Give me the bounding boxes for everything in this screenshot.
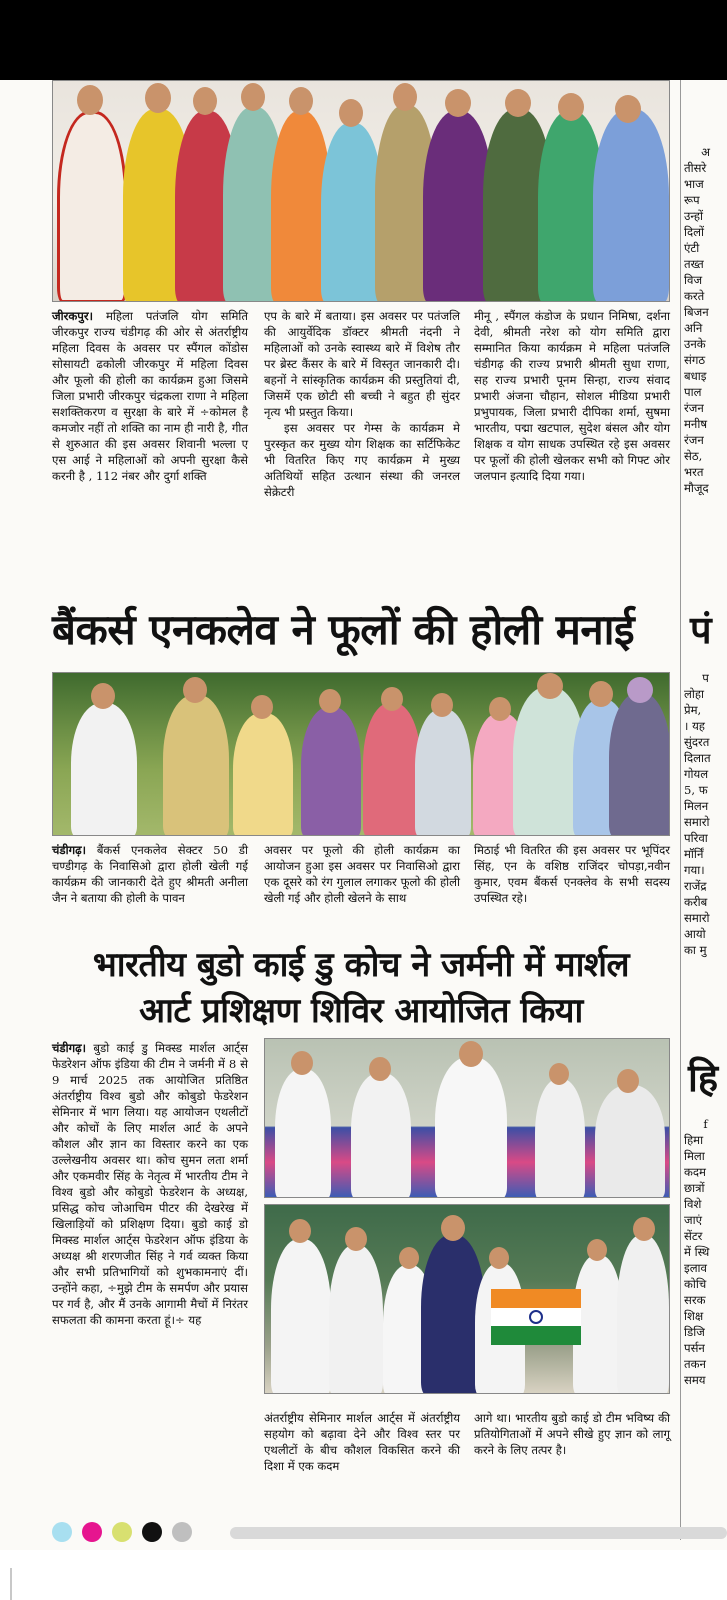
story2-col2-text: अवसर पर फूलो की होली कार्यक्रम का आयोजन हुआ इस अवसर पर निवासिओ द्वारा एक दूसरे को रंग गुलाल लगाकर फूलो की होली खेली गई और होली खेलने के साथ (264, 843, 460, 905)
photo-holi-group (52, 672, 670, 836)
indian-flag (491, 1289, 581, 1345)
story3-headline-line1: भारतीय बुडो काई डु कोच ने जर्मनी में मार्शल (92, 945, 630, 985)
story3-column-3 (474, 1410, 670, 1458)
story3-headline-line2: आर्ट प्रशिक्षण शिविर आयोजित किया (139, 991, 583, 1031)
story2-column-3 (474, 842, 670, 906)
color-dot-3[interactable] (112, 1522, 132, 1542)
left-edge-marker (10, 1568, 12, 1600)
right-edge-column-top: अ तीसरे भाज रूप उन्हों दिलों एंटी तख्त विज करते बिजन अनि उनके संगठ बधाइ पाल रंजन मनीष रंजन सेठ, भरत मौजूद (684, 145, 710, 495)
story1-col1-text: महिला पतंजलि योग समिति जीरकपुर राज्य चंडीगढ़ की ओर से अंतर्राष्ट्रीय महिला दिवस के अवसर पर स्पैंगल कोंडोस सोसायटी ढकोली जीरकपुर में महिला दिवस और फूलो की होली का कार्यक्रम हुआ जिसमे जिला प्रभारी जीरकपुर चंद्रकला राणा ने महिला सशक्तिकरण व सुरक्षा के बारे में ÷कोमल है कमजोर नहीं तो शक्ति का नाम ही नारी है, गीत से शुरुआत की इस अवसर शिवानी भल्ला ए एस आई ने महिलाओं को अपनी सुरक्षा कैसे करनी है , 112 नंबर और दुर्गा शक्ति (52, 309, 249, 483)
column-divider (680, 80, 681, 1540)
story3-column-1 (52, 1040, 248, 1328)
story1-col2b-text: इस अवसर पर गेम्स के कार्यक्रम मे पुरस्कृत कर मुख्य योग शिक्षक का सर्टिफिकेट भी वितरित किए गए कार्यक्रम मे मुख्य अतिथियों सहित उत्थान संस्था की जनरल सेक्रेटरी (264, 421, 460, 499)
story1-column-2 (264, 308, 460, 500)
top-black-bar (0, 0, 727, 80)
right-edge-headline-mid: पं (690, 608, 712, 652)
story2-col3-text: मिठाई भी वितरित की इस अवसर पर भूपिंदर सिंह, एन के वशिष्ठ राजिंदर चोपड़ा,नवीन कुमार, एवम बैंकर्स एनक्लेव के सभी सदस्य उपस्थित रहे। (474, 843, 670, 905)
color-dot-1[interactable] (52, 1522, 72, 1542)
newspaper-page (0, 80, 727, 1550)
story3-dateline: चंडीगढ़। (52, 1041, 87, 1055)
story2-column-1 (52, 842, 248, 906)
photo-womens-day-group (52, 80, 670, 302)
right-edge-column-low: f हिमा मिला कदम छात्रों विशे जाएं सेंटर में स्थि इलाव कोचि सरक शिक्ष डिजि पर्सन तकन समय (684, 1117, 710, 1387)
horizontal-scroll-bar[interactable] (230, 1527, 727, 1539)
story3-col2-text: अंतर्राष्ट्रीय सेमिनार मार्शल आर्ट्स में अंतर्राष्ट्रीय सहयोग को बढ़ावा देने और विश्व स्तर पर एथलीटों के बीच कौशल विकसित करने की दिशा में एक कदम (264, 1411, 460, 1473)
color-dot-4[interactable] (142, 1522, 162, 1542)
story1-column-3 (474, 308, 670, 484)
color-dot-5[interactable] (172, 1522, 192, 1542)
story3-col3-text: आगे था। भारतीय बुडो काई डो टीम भविष्य की प्रतियोगिताओं में अपने सीखे हुए ज्ञान को लागू करने के लिए तत्पर है। (474, 1411, 670, 1457)
story2-headline: बैंकर्स एनकलेव ने फूलों की होली मनाई (52, 605, 635, 654)
story1-col2a-text: एप के बारे में बताया। इस अवसर पर पतंजलि की आयुर्वेदिक डॉक्टर श्रीमती नंदनी ने महिलाओं को उनके स्वास्थ्य बारे में विशेष तौर पर ब्रेस्ट कैंसर के बारे में विस्तृत जानकारी दी। बहनों ने सांस्कृतिक कार्यक्रम की प्रस्तुतियां दी, जिसमें एक छोटी सी बच्ची ने बहुत ही सुंदर नृत्य भी प्रस्तुत किया। (264, 309, 460, 419)
color-dot-2[interactable] (82, 1522, 102, 1542)
story2-dateline: चंडीगढ़। (52, 843, 87, 857)
story1-dateline: जीरकपुर। (52, 309, 93, 323)
right-edge-headline-low: हि (688, 1056, 718, 1100)
story2-column-2 (264, 842, 460, 906)
photo-martial-arts-group (264, 1204, 670, 1394)
story1-col3-text: मीनू , स्पैंगल कंडोज के प्रधान निमिषा, दर्शना देवी, श्रीमती नरेश को योग समिति द्वारा सम्मानित किया कार्यक्रम मे महिला पतंजलि चंडीगढ़ की राज्य प्रभारी श्रीमती सुधा राणा, सह राज्य प्रभारी पूनम सिन्हा, राज्य संवाद प्रभारी अंजना चौहान, सोशल मीडिया प्रभारी प्रभुपायक, जिला प्रभारी दीपिका शर्मा, सुषमा भारतीय, पद्मा खटपाल, सुदेश बंसल और योग शिक्षक व योग साधक उपस्थित रहे इस अवसर पर फूलों की होली खेलकर सभी को गिफ्ट ओर जलपान इत्यादि दिया गया। (474, 309, 670, 483)
photo-martial-arts-training (264, 1038, 670, 1198)
story1-column-1 (52, 308, 248, 484)
story3-column-2 (264, 1410, 460, 1474)
story2-col1-text: बैंकर्स एनकलेव सेक्टर 50 डी चण्डीगढ़ के निवासिओ द्वारा होली खेली गई कार्यक्रम की जानकारी देते हुए श्रीमती अनीला जैन ने बताया की होली के पावन (52, 843, 249, 905)
right-edge-column-mid: प लोहा प्रेम, । यह सुंदरत दिलात गोयल 5, फ मिलन समारो परिवा मॉर्निं गया। राजेंद्र करीब समारो आयो का मु (684, 671, 711, 957)
story3-col1-text: बुडो काई डु मिक्स्ड मार्शल आर्ट्स फेडरेशन ऑफ इंडिया की टीम ने जर्मनी में 8 से 9 मार्च 2025 तक आयोजित प्रतिष्ठित अंतर्राष्ट्रीय विश्व बुडो और कोबुडो फेडरेशन सेमिनार में भाग लिया। यह आयोजन एथलीटों और कोचों के लिए मार्शल आर्ट के अपने कौशल और ज्ञान का विस्तार करने का एक उल्लेखनीय अवसर था। कोच सुमन लता शर्मा और एकमवीर सिंह के नेतृत्व में भारतीय टीम ने विश्व बुडो और कोबुडो फेडरेशन के अध्यक्ष, प्रसिद्ध कोच जोआचिम पीटर की देखरेख में खिलाड़ियों को प्रशिक्षण दिया। बुडो काई डो मिक्स्ड मार्शल आर्ट्स फेडरेशन ऑफ इंडिया के अध्यक्ष श्री शरणजीत सिंह ने गर्व व्यक्त किया और सभी प्रतिभागियों को शुभकामनाएं दीं। उन्होंने कहा, ÷मुझे टीम के समर्पण और प्रयास पर गर्व है, और मैं उनके आगामी मैचों में निरंतर सफलता की कामना करता हूं।÷ यह (52, 1041, 248, 1327)
